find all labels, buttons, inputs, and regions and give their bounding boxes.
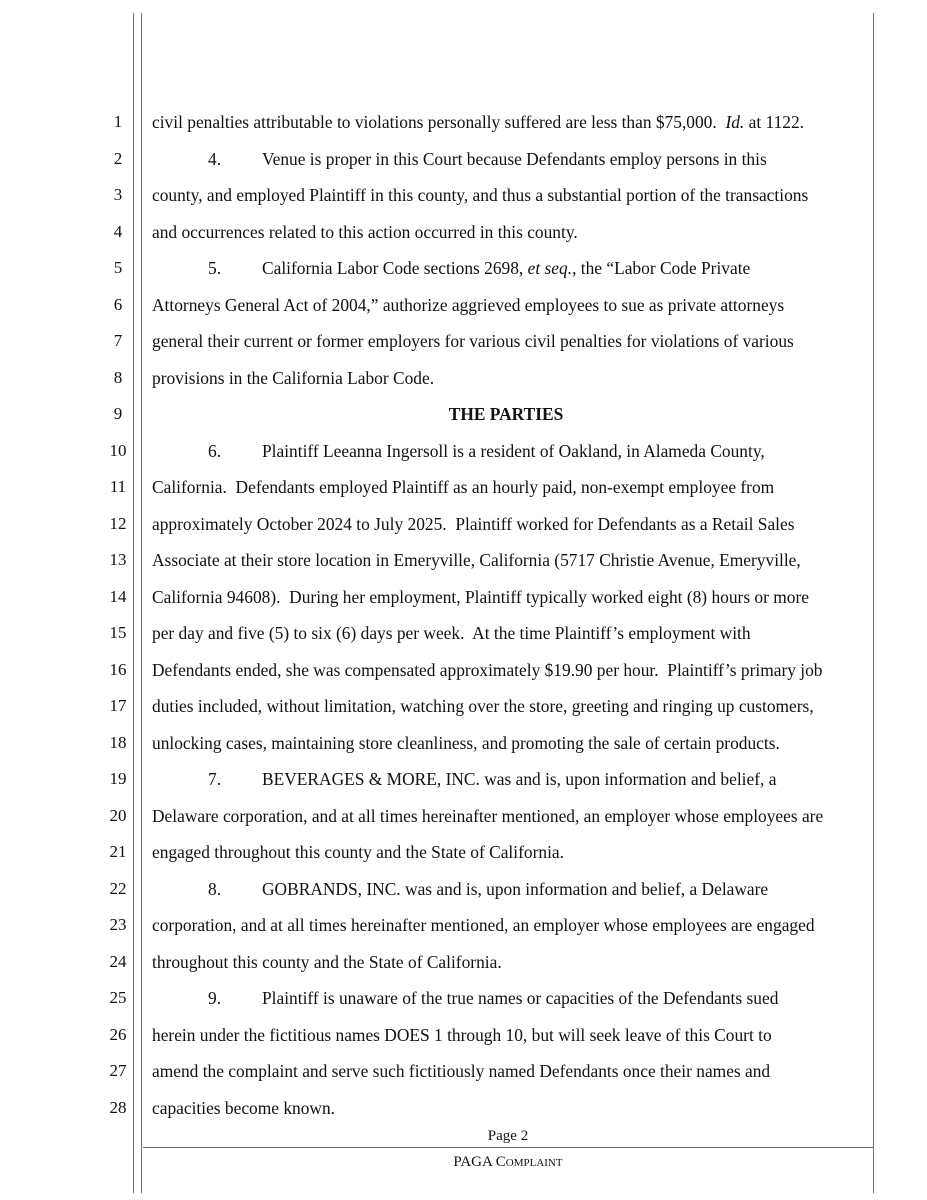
paragraph-text [262, 147, 767, 171]
text-line [152, 329, 872, 353]
text-segment: duties included, without limitation, watching over the store, greeting and ringing up customers, [152, 696, 814, 716]
text-line [152, 621, 872, 645]
paragraph-text [262, 986, 778, 1010]
right-margin-rule [873, 13, 874, 1193]
text-segment: Plaintiff Leeanna Ingersoll is a resident of Oakland, in Alameda County, [262, 440, 765, 461]
text-line [152, 475, 872, 499]
text-line [152, 694, 872, 718]
text-segment: approximately October 2024 to July 2025. Plaintiff worked for Defendants as a Retail Sales [152, 513, 795, 534]
text-segment: general their current or former employers for various civil penalties for violations of various [152, 331, 794, 351]
line-number: 27 [109, 1061, 127, 1080]
line-number: 3 [113, 185, 123, 204]
paragraph-number: 8. [208, 878, 222, 899]
text-line [152, 950, 872, 974]
line-number: 22 [109, 878, 127, 898]
line-number: 4 [113, 221, 123, 241]
text-segment: capacities become known. [152, 1097, 336, 1118]
line-number: 25 [109, 988, 127, 1007]
italic-text: Id. [725, 112, 745, 132]
italic-text: et seq. [527, 258, 573, 278]
line-number: 7 [113, 331, 123, 350]
paragraph-text [262, 439, 765, 463]
text-segment: herein under the fictitious names DOES 1 through 10, but will seek leave of this Court to [152, 1024, 772, 1045]
text-line [152, 804, 872, 828]
text-segment: engaged throughout this county and the State of California. [152, 842, 564, 862]
line-number: 16 [109, 659, 127, 679]
text-line [152, 183, 872, 207]
text-line [152, 512, 872, 536]
text-segment: civil penalties attributable to violations personally suffered are less than $75,000. [152, 112, 726, 132]
text-line [152, 366, 872, 390]
text-segment: California 94608). During her employment, Plaintiff typically worked eight (8) hours or more [152, 586, 809, 607]
text-line [152, 840, 872, 864]
line-number: 5 [113, 258, 123, 277]
paragraph-number: 4. [208, 148, 222, 169]
line-number: 8 [113, 367, 123, 387]
line-number: 26 [109, 1024, 127, 1044]
line-number: 21 [109, 842, 127, 861]
paragraph-number: 7. [208, 769, 222, 789]
text-segment: THE PARTIES [448, 404, 564, 424]
text-segment: corporation, and at all times hereinafter mentioned, an employer whose employees are engaged [152, 915, 815, 935]
text-line [152, 1023, 872, 1047]
text-segment: California. Defendants employed Plaintiff as an hourly paid, non-exempt employee from [152, 477, 775, 497]
section-heading [146, 402, 866, 426]
line-number: 2 [113, 148, 123, 168]
footer-rule [143, 1147, 873, 1148]
line-number: 10 [109, 440, 127, 460]
text-line [152, 913, 872, 937]
text-segment: at 1122. [744, 112, 805, 132]
text-segment: Delaware corporation, and at all times hereinafter mentioned, an employer whose employees are [152, 805, 824, 826]
text-segment: amend the complaint and serve such fictitiously named Defendants once their names and [152, 1061, 771, 1081]
paragraph-number: 9. [208, 988, 222, 1008]
text-segment: Attorneys General Act of 2004,” authorize aggrieved employees to sue as private attorneys [152, 294, 785, 315]
footer-title: PAGA Complaint [453, 1154, 563, 1170]
left-margin-rule-inner [141, 13, 142, 1193]
text-segment: per day and five (5) to six (6) days per week. At the time Plaintiff’s employment with [152, 623, 751, 643]
line-number: 19 [109, 769, 127, 788]
text-line [152, 220, 872, 244]
text-segment: Associate at their store location in Emeryville, California (5717 Christie Avenue, Emeryville, [152, 550, 801, 570]
line-number: 6 [113, 294, 123, 314]
line-number: 12 [109, 513, 127, 533]
line-number: 28 [109, 1097, 127, 1117]
text-segment: throughout this county and the State of California. [152, 951, 502, 972]
text-segment: GOBRANDS, INC. was and is, upon information and belief, a Delaware [262, 878, 769, 899]
line-number: 1 [113, 112, 123, 131]
text-line [152, 1059, 872, 1083]
line-number: 24 [109, 951, 127, 971]
line-number: 11 [109, 477, 127, 496]
text-line [152, 731, 872, 755]
paragraph-number: 6. [208, 440, 222, 461]
line-number: 15 [109, 623, 127, 642]
line-number: 13 [109, 550, 127, 569]
paragraph-text [262, 256, 750, 280]
paragraph-text [262, 767, 776, 791]
line-number: 9 [113, 404, 123, 423]
text-line [152, 293, 872, 317]
paragraph-number: 5. [208, 258, 222, 278]
text-line [152, 1096, 872, 1120]
text-line [152, 658, 872, 682]
line-number: 20 [109, 805, 127, 825]
text-segment: county, and employed Plaintiff in this county, and thus a substantial portion of the transactions [152, 185, 809, 205]
line-number: 17 [109, 696, 127, 715]
text-segment: , the “Labor Code Private [572, 258, 751, 278]
text-line [152, 548, 872, 572]
text-line [152, 110, 872, 134]
text-segment: BEVERAGES & MORE, INC. was and is, upon information and belief, a [262, 769, 777, 789]
text-segment: and occurrences related to this action occurred in this county. [152, 221, 578, 242]
line-number: 14 [109, 586, 127, 606]
page-number: Page 2 [487, 1128, 529, 1144]
text-line [152, 585, 872, 609]
text-segment: Defendants ended, she was compensated approximately $19.90 per hour. Plaintiff’s primary job [152, 659, 823, 680]
text-segment: Plaintiff is unaware of the true names or capacities of the Defendants sued [262, 988, 779, 1008]
text-segment: unlocking cases, maintaining store cleanliness, and promoting the sale of certain products. [152, 732, 780, 753]
text-segment: Venue is proper in this Court because Defendants employ persons in this [262, 148, 767, 169]
line-number: 18 [109, 732, 127, 752]
text-segment: California Labor Code sections 2698, [262, 258, 528, 278]
text-segment: provisions in the California Labor Code. [152, 367, 435, 388]
paragraph-text [262, 877, 768, 901]
line-number: 23 [109, 915, 127, 934]
